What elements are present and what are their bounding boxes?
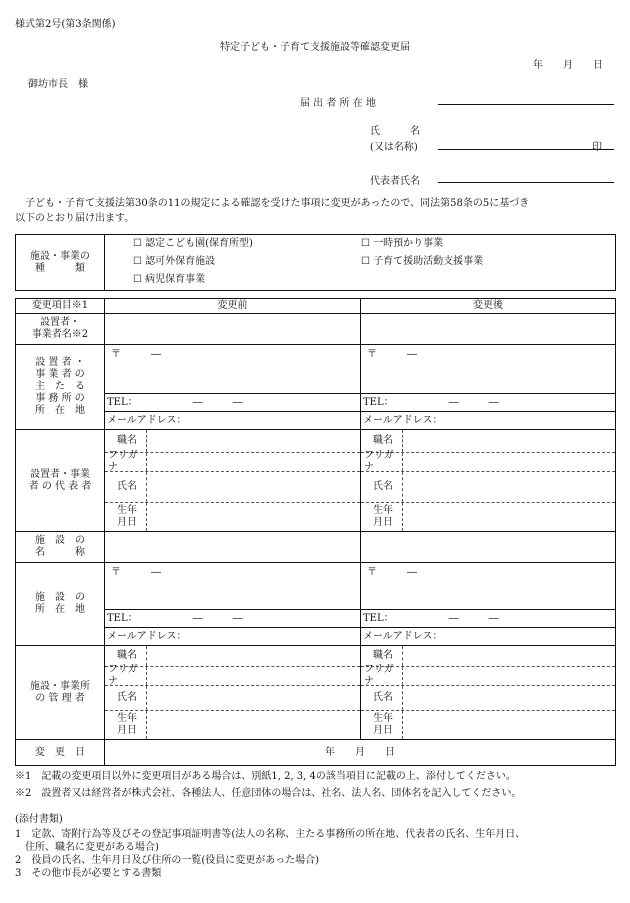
header-after: 変更後 xyxy=(361,299,616,314)
title-label: 職名 xyxy=(361,646,403,666)
intro-line-2: 以下のとおり届け出ます。 xyxy=(15,213,135,224)
intro-line-1: 子ども・子育て支援法第30条の11の規定による確認を受けた事項に変更があったので、同法第58条の5に基づき xyxy=(15,198,530,209)
change-date-field[interactable]: 年 月 日 xyxy=(105,740,616,766)
birth-label: 生年 月日 xyxy=(105,503,147,531)
note-2: ※2 設置者又は経営者が株式会社、各種法人、任意団体の場合は、社名、法人名、団体名を記入してください。 xyxy=(15,788,522,799)
title-field[interactable] xyxy=(403,646,615,666)
name-label: 氏名 xyxy=(361,686,403,710)
name-field[interactable] xyxy=(403,686,615,710)
note-1: ※1 記載の変更項目以外に変更項目がある場合は、別紙1, 2, 3, 4の該当項目に記載の上、添付してください。 xyxy=(15,771,516,782)
facility-type-table xyxy=(15,234,616,291)
form-number: 様式第2号(第3条関係) xyxy=(15,19,116,30)
applicant-address-label: 届 出 者 所 在 地 xyxy=(300,98,376,109)
addressee: 御坊市長 様 xyxy=(28,79,88,90)
representative-label: 代表者氏名 xyxy=(370,176,420,187)
option-unlicensed-nursery[interactable]: ☐ 認可外保育施設 xyxy=(133,256,216,267)
name-label: 氏名 xyxy=(361,472,403,502)
title-label: 職名 xyxy=(105,430,147,452)
name-label: 氏名 xyxy=(105,472,147,502)
facility-address-label: 施 設 の 所 在 地 xyxy=(16,563,105,646)
setter-postal-after[interactable]: 〒 ― xyxy=(361,345,616,394)
furigana-field[interactable] xyxy=(403,667,615,685)
facility-name-label: 施 設 の 名 称 xyxy=(16,532,105,563)
representative-after xyxy=(361,430,616,532)
header-before: 変更前 xyxy=(105,299,361,314)
setter-email-after[interactable]: メールアドレス： xyxy=(361,412,616,430)
facility-tel-after[interactable]: TEL： ― ― xyxy=(361,610,616,628)
furigana-label: フリガナ xyxy=(361,453,403,471)
setter-name-before[interactable] xyxy=(105,314,361,345)
furigana-label: フリガナ xyxy=(361,667,403,685)
name-field[interactable] xyxy=(147,686,360,710)
option-certified-nursery[interactable]: ☐ 認定こども園(保育所型) xyxy=(133,238,253,249)
representative-block-label: 設置者・事業 者 の 代 表 者 xyxy=(16,430,105,532)
attachment-item-1-cont: 住所、職名に変更がある場合) xyxy=(15,842,159,853)
facility-type-options xyxy=(105,235,616,291)
attachments-heading: (添付書類) xyxy=(15,814,63,825)
facility-postal-before[interactable]: 〒 ― xyxy=(105,563,361,610)
setter-name-label: 設置者・ 事業者名※2 xyxy=(16,314,105,345)
furigana-field[interactable] xyxy=(147,667,360,685)
facility-postal-after[interactable]: 〒 ― xyxy=(361,563,616,610)
birth-field[interactable] xyxy=(147,503,360,531)
birth-label: 生年 月日 xyxy=(105,711,147,739)
setter-tel-before[interactable]: TEL： ― ― xyxy=(105,394,361,412)
header-change-item: 変更項目※1 xyxy=(16,299,105,314)
option-temporary-care[interactable]: ☐ 一時預かり事業 xyxy=(361,238,444,249)
seal-mark: 印 xyxy=(592,142,602,153)
applicant-address-field[interactable] xyxy=(438,104,614,105)
date-line: 年 月 日 xyxy=(533,60,603,71)
change-date-label: 変 更 日 xyxy=(16,740,105,766)
representative-before xyxy=(105,430,361,532)
birth-field[interactable] xyxy=(147,711,360,739)
birth-field[interactable] xyxy=(403,711,615,739)
attachment-item-2: 2 役員の氏名、生年月日及び住所の一覧(役員に変更があった場合) xyxy=(15,855,320,866)
setter-tel-after[interactable]: TEL： ― ― xyxy=(361,394,616,412)
setter-address-label: 設 置 者 ・ 事 業 者 の 主 た る 事 務 所 の 所 在 地 xyxy=(16,345,105,430)
attachment-item-3: 3 その他市長が必要とする書類 xyxy=(15,868,162,879)
title-field[interactable] xyxy=(147,646,360,666)
option-sick-child-care[interactable]: ☐ 病児保育事業 xyxy=(133,274,206,285)
title-label: 職名 xyxy=(105,646,147,666)
facility-tel-before[interactable]: TEL： ― ― xyxy=(105,610,361,628)
birth-field[interactable] xyxy=(403,503,615,531)
name-field[interactable] xyxy=(147,472,360,502)
furigana-label: フリガナ xyxy=(105,453,147,471)
change-table xyxy=(15,298,616,766)
page-title: 特定子ども・子育て支援施設等確認変更届 xyxy=(220,42,410,53)
setter-postal-before[interactable]: 〒 ― xyxy=(105,345,361,394)
birth-label: 生年 月日 xyxy=(361,711,403,739)
attachment-item-1: 1 定款、寄附行為等及びその登記事項証明書等(法人の名称、主たる事務所の所在地、代表者の氏名、生年月日、 xyxy=(15,829,526,840)
title-label: 職名 xyxy=(361,430,403,452)
name-label: 氏名 xyxy=(105,686,147,710)
title-field[interactable] xyxy=(147,430,360,452)
representative-field[interactable] xyxy=(438,182,614,183)
setter-name-after[interactable] xyxy=(361,314,616,345)
facility-email-before[interactable]: メールアドレス： xyxy=(105,628,361,646)
manager-after xyxy=(361,646,616,740)
manager-block-label: 施設・事業所 の 管 理 者 xyxy=(16,646,105,740)
furigana-field[interactable] xyxy=(147,453,360,471)
facility-email-after[interactable]: メールアドレス： xyxy=(361,628,616,646)
option-childcare-support[interactable]: ☐ 子育て援助活動支援事業 xyxy=(361,256,484,267)
title-field[interactable] xyxy=(403,430,615,452)
applicant-name-label: 氏 名 xyxy=(370,126,420,137)
facility-name-after[interactable] xyxy=(361,532,616,563)
facility-type-label: 施設・事業の 種 類 xyxy=(16,235,105,291)
applicant-name-sub-label: (又は名称) xyxy=(370,142,418,153)
name-field[interactable] xyxy=(403,472,615,502)
facility-name-before[interactable] xyxy=(105,532,361,563)
setter-email-before[interactable]: メールアドレス： xyxy=(105,412,361,430)
birth-label: 生年 月日 xyxy=(361,503,403,531)
furigana-field[interactable] xyxy=(403,453,615,471)
manager-before xyxy=(105,646,361,740)
applicant-name-field[interactable] xyxy=(438,149,614,150)
furigana-label: フリガナ xyxy=(105,667,147,685)
